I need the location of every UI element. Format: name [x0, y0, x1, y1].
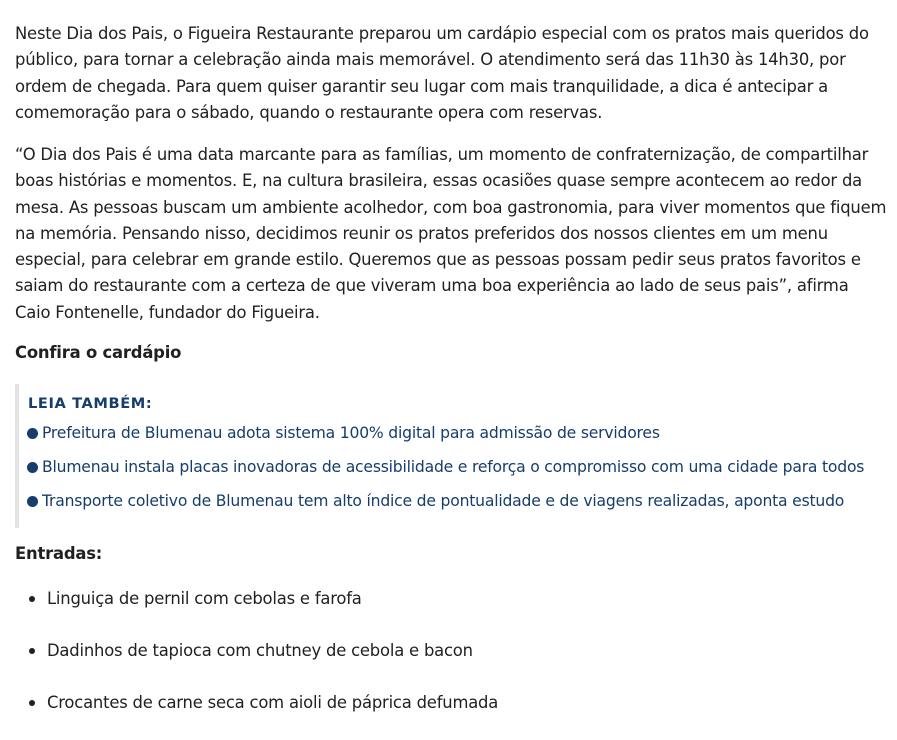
related-articles-title: LEIA TAMBÉM: [28, 395, 153, 412]
related-article-label: Blumenau instala placas inovadoras de acessibilidade e reforça o compromisso com uma cidade para todos [42, 458, 865, 476]
list-item [29, 589, 362, 608]
related-article-link[interactable] [27, 492, 844, 510]
list-item [29, 693, 498, 712]
bullet-icon [29, 596, 35, 602]
list-item-label: Dadinhos de tapioca com chutney de cebola e bacon [47, 641, 473, 660]
related-article-link[interactable] [27, 458, 864, 476]
related-article-link[interactable] [27, 424, 660, 442]
bullet-icon [29, 648, 35, 654]
list-item-label: Linguiça de pernil com cebolas e farofa [47, 589, 362, 608]
list-item-label: Crocantes de carne seca com aioli de páprica defumada [47, 693, 499, 712]
bullet-icon [29, 700, 35, 706]
related-article-label: Transporte coletivo de Blumenau tem alto índice de pontualidade e de viagens realizadas, aponta estudo [42, 492, 845, 510]
bullet-dot-icon [27, 462, 38, 473]
article-paragraph-1: Neste Dia dos Pais, o Figueira Restaurante preparou um cardápio especial com os pratos mais queridos do público, para tornar a celebração ainda mais memorável. O atendimento será das 11h30 às 14h30, por ordem de chegada. Para quem quiser garantir seu lugar com mais tranquilidade, a dica é antecipar a comemoração para o sábado, quando o restaurante opera com reservas. [15, 24, 869, 122]
related-article-label: Prefeitura de Blumenau adota sistema 100% digital para admissão de servidores [42, 424, 660, 442]
menu-section-heading: Confira o cardápio [15, 343, 182, 362]
starters-heading: Entradas: [15, 544, 103, 563]
article-paragraph-2: “O Dia dos Pais é uma data marcante para as famílias, um momento de confraternização, de compartilhar boas histórias e momentos. E, na cultura brasileira, essas ocasiões quase sempre acontecem ao redor da mesa. As pessoas buscam um ambiente acolhedor, com boa gastronomia, para viver momentos que fiquem na memória. Pensando nisso, decidimos reunir os pratos preferidos dos nossos clientes em um menu especial, para celebrar em grande estilo. Queremos que as pessoas possam pedir seus pratos favoritos e saiam do restaurante com a certeza de que viveram uma boa experiência ao lado de seus pais”, afirma Caio Fontenelle, fundador do Figueira. [15, 145, 887, 322]
list-item [29, 641, 473, 660]
bullet-dot-icon [27, 428, 38, 439]
bullet-dot-icon [27, 496, 38, 507]
related-articles-box [15, 384, 875, 528]
